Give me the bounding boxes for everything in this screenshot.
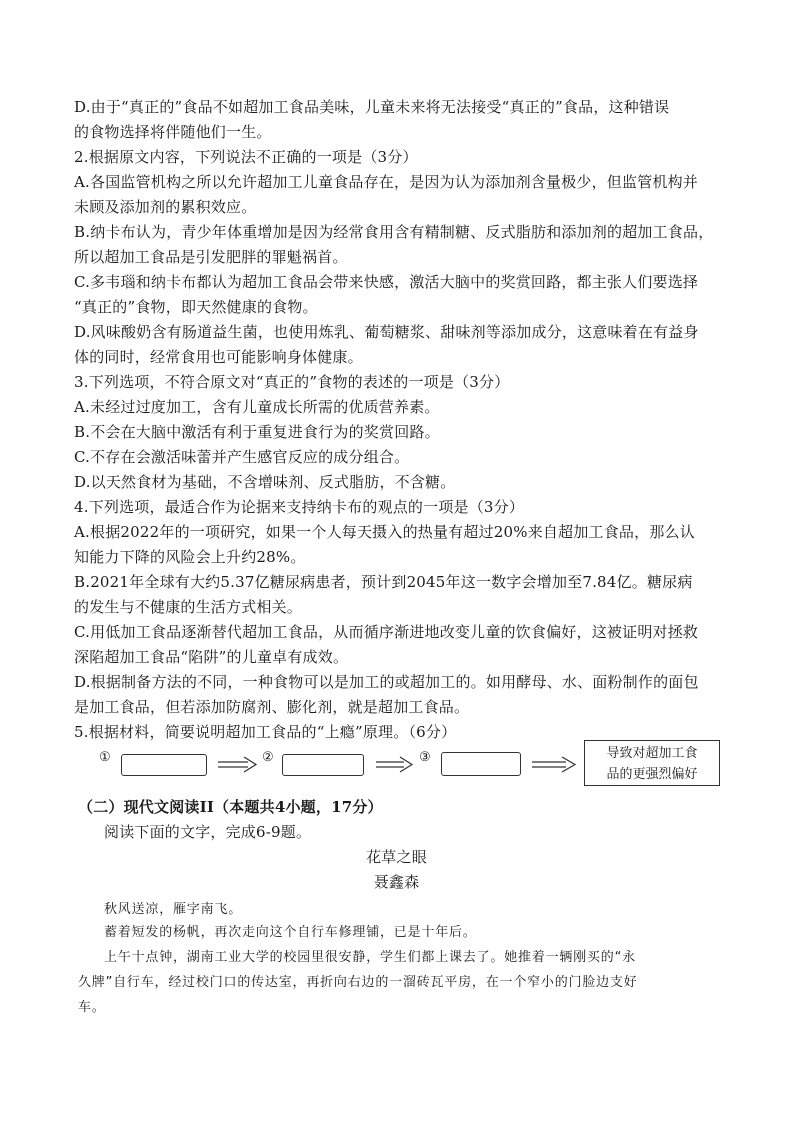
story-paragraph-3-line3: 车。 (78, 1000, 106, 1015)
option-3d: D.以天然食材为基础，不含增味剂、反式脂肪，不含糖。 (74, 473, 456, 491)
option-4c-line1: C.用低加工食品逐渐替代超加工食品，从而循序渐进地改变儿童的饮食偏好，这被证明对拯救 (74, 623, 699, 641)
flow-number-3: ③ (419, 750, 431, 765)
question-3-stem: 3.下列选项，不符合原文对“真正的”食物的表述的一项是（3分） (74, 373, 510, 391)
option-4a-line2: 知能力下降的风险会上升约28%。 (74, 548, 306, 566)
flow-result-box (584, 740, 720, 786)
story-paragraph-1: 秋风送凉，雁字南飞。 (104, 902, 243, 917)
option-2d-line1: D.风味酸奶含有肠道益生菌，也使用炼乳、葡萄糖浆、甜味剂等添加成分，这意味着在有益身 (74, 323, 699, 341)
section-heading: （二）现代文阅读II（本题共4小题，17分） (78, 798, 383, 816)
option-2c-line1: C.多韦瑙和纳卡布都认为超加工食品会带来快感，激活大脑中的奖赏回路，都主张人们要选择 (74, 273, 699, 291)
option-2c-line2: “真正的”食物，即天然健康的食物。 (74, 298, 318, 316)
flow-arrow-3-icon (532, 757, 575, 772)
story-title: 花草之眼 (366, 848, 427, 866)
option-3c: C.不存在会激活味蕾并产生感官反应的成分组合。 (74, 448, 410, 466)
option-4c-line2: 深陷超加工食品“陷阱”的儿童卓有成效。 (74, 648, 349, 666)
flow-number-2: ② (262, 750, 274, 765)
question-5-stem: 5.根据材料，简要说明超加工食品的“上瘾”原理。（6分） (74, 723, 457, 741)
option-2a-line2: 未顾及添加剂的累积效应。 (74, 198, 257, 216)
option-2b-line2: 所以超加工食品是引发肥胖的罪魁祸首。 (74, 248, 348, 266)
option-2d-line2: 体的同时，经常食用也可能影响身体健康。 (74, 348, 363, 366)
story-paragraph-2: 蓄着短发的杨帆，再次走向这个自行车修理铺，已是十年后。 (104, 925, 477, 940)
question-4-stem: 4.下列选项，最适合作为论据来支持纳卡布的观点的一项是（3分） (74, 498, 525, 516)
flow-result-line1: 导致对超加工食 (606, 746, 698, 761)
option-3b: B.不会在大脑中激活有利于重复进食行为的奖赏回路。 (74, 423, 440, 441)
option-3a: A.未经过过度加工，含有儿童成长所需的优质营养素。 (74, 398, 440, 416)
option-1d-line1: D.由于“真正的”食品不如超加工食品美味，儿童未来将无法接受“真正的”食品，这种错误 (74, 98, 670, 116)
option-4d-line1: D.根据制备方法的不同，一种食物可以是加工的或超加工的。如用酵母、水、面粉制作的面包 (74, 673, 699, 691)
flow-number-1: ① (99, 750, 111, 765)
story-author: 聂鑫森 (373, 873, 420, 891)
option-1d-line2: 的食物选择将伴随他们一生。 (74, 123, 272, 141)
flow-arrow-1-icon (218, 757, 256, 772)
question-2-stem: 2.根据原文内容，下列说法不正确的一项是（3分） (74, 148, 418, 166)
flow-arrow-2-icon (376, 757, 412, 772)
story-paragraph-3-line1: 上午十点钟，湖南工业大学的校园里很安静，学生们都上课去了。她推着一辆刚买的“永 (104, 950, 636, 965)
reading-instruction: 阅读下面的文字，完成6-9题。 (104, 823, 312, 841)
option-4b-line2: 的发生与不健康的生活方式相关。 (74, 598, 303, 616)
option-2b-line1: B.纳卡布认为，青少年体重增加是因为经常食用含有精制糖、反式脂肪和添加剂的超加工食品， (74, 223, 714, 241)
option-4d-line2: 是加工食品，但若添加防腐剂、膨化剂，就是超加工食品。 (74, 698, 470, 716)
option-2a-line1: A.各国监管机构之所以允许超加工儿童食品存在，是因为认为添加剂含量极少，但监管机构并 (74, 173, 699, 191)
option-4a-line1: A.根据2022年的一项研究，如果一个人每天摄入的热量有超过20%来自超加工食品，那么认 (74, 523, 695, 541)
flow-result-line2: 品的更强烈偏好 (606, 767, 698, 782)
option-4b-line1: B.2021年全球有大约5.37亿糖尿病患者，预计到2045年这一数字会增加至7.84亿。糖尿病 (74, 573, 693, 591)
story-paragraph-3-line2: 久牌”自行车，经过校门口的传达室，再折向右边的一溜砖瓦平房，在一个窄小的门脸边支好 (78, 975, 638, 990)
